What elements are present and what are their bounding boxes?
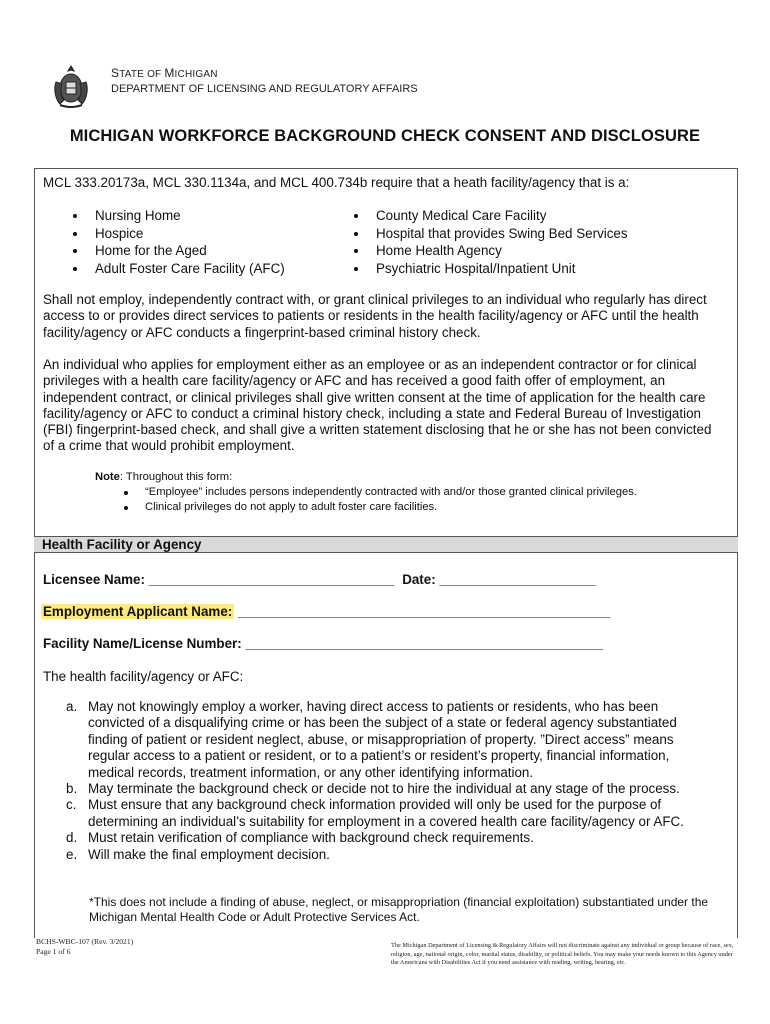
applicant-name-input[interactable]: __________________________________________________ xyxy=(234,604,611,619)
list-item: “Employee” includes persons independently contracted with and/or those granted clinical privileges. xyxy=(145,485,715,500)
page-number: Page 1 of 6 xyxy=(36,946,71,956)
list-item: e. Will make the final employment decision. xyxy=(66,846,330,862)
list-item: Adult Foster Care Facility (AFC) xyxy=(95,260,285,278)
form-number: BCHS-WBC-107 (Rev. 3/2021) xyxy=(36,937,134,946)
facility-types-left xyxy=(95,207,285,277)
applicant-name-label: Employment Applicant Name: xyxy=(43,604,233,619)
bullet-icon xyxy=(354,267,358,271)
michigan-seal-icon xyxy=(50,62,92,110)
list-item: Psychiatric Hospital/Inpatient Unit xyxy=(376,260,628,278)
bullet-icon xyxy=(73,214,77,218)
list-item: Hospice xyxy=(95,225,285,243)
list-item: County Medical Care Facility xyxy=(376,207,628,225)
note-heading: Note: Throughout this form: xyxy=(95,471,233,483)
page-title: MICHIGAN WORKFORCE BACKGROUND CHECK CONSENT AND DISCLOSURE xyxy=(69,127,701,145)
date-label: Date: xyxy=(402,572,436,587)
obligations-intro: The health facility/agency or AFC: xyxy=(43,669,244,684)
applicant-name-field[interactable] xyxy=(43,604,610,619)
nondiscrimination-disclaimer: The Michigan Department of Licensing & Regulatory Affairs will not discriminate against any individual or group because of race, sex, religion, age, national origin, color, marital status, disability, or political beliefs. You may make your needs known to this Agency under the Americans with Disabilities Act if you need assistance with reading, writing, hearing, etc. xyxy=(391,942,734,967)
footnote: *This does not include a finding of abuse, neglect, or misappropriation (financial exploitation) substantiated under the Michigan Mental Health Code or Adult Protective Services Act. xyxy=(89,895,709,925)
bullet-icon xyxy=(124,491,128,495)
section-header xyxy=(34,536,738,553)
list-item: d. Must retain verification of compliance with background check requirements. xyxy=(66,830,534,846)
list-item: c. Must ensure that any background check information provided will only be used for the purpose of determining an individual’s suitability for employment in a covered health care facility/agency or AFC. xyxy=(66,797,684,829)
bullet-icon xyxy=(354,214,358,218)
licensee-name-field[interactable] xyxy=(43,572,596,587)
paragraph-employment-restriction: Shall not employ, independently contract with, or grant clinical privileges to an individual who regularly has direct access to or provides direct services to patients or residents in the health facility/agency or AFC until the health facility/agency or AFC conducts a fingerprint-based criminal history check. xyxy=(43,292,707,340)
form-identifier xyxy=(36,937,133,956)
list-item: Home Health Agency xyxy=(376,242,628,260)
facility-license-field[interactable] xyxy=(43,636,603,651)
facility-license-input[interactable]: ________________________________________________ xyxy=(241,636,603,651)
bullet-icon xyxy=(354,232,358,236)
facility-license-label: Facility Name/License Number: xyxy=(43,636,242,651)
paragraph-consent-requirement: An individual who applies for employment either as an employee or as an independent contractor or for clinical privileges with a health care facility/agency or AFC and has received a good faith offer of employment, an independent contract, or clinical privileges shall give written consent at the time of application for the health care facility/agency or AFC to conduct a criminal history check, including a state and Federal Bureau of Investigation (FBI) fingerprint-based check, and shall give a written statement disclosing that he or she has not been convicted of a crime that would prohibit employment. xyxy=(43,357,712,454)
list-item: b. May terminate the background check or decide not to hire the individual at any stage of the process. xyxy=(66,781,680,797)
section-title: Health Facility or Agency xyxy=(42,537,202,552)
list-item: Hospital that provides Swing Bed Services xyxy=(376,225,628,243)
bullet-icon xyxy=(73,232,77,236)
facility-types-right xyxy=(376,207,628,277)
note-block xyxy=(95,470,715,515)
list-item: Nursing Home xyxy=(95,207,285,225)
date-input[interactable]: _____________________ xyxy=(435,572,596,587)
bullet-icon xyxy=(124,506,128,510)
note-list xyxy=(95,485,715,515)
agency-header xyxy=(111,66,418,96)
list-item: Clinical privileges do not apply to adult foster care facilities. xyxy=(145,500,715,515)
list-item: a. May not knowingly employ a worker, having direct access to patients or residents, who has been convicted of a disqualifying crime or has been the subject of a state or federal agency substantiated finding of patient or resident neglect, abuse, or misappropriation of property. ”Direct access” means regular access to a patient or resident, or to a patient’s or resident’s property, financial information, medical records, treatment information, or any other identifying information. xyxy=(66,699,677,780)
obligations-list xyxy=(66,699,716,863)
department-name: DEPARTMENT OF LICENSING AND REGULATORY AFFAIRS xyxy=(111,83,418,95)
bullet-icon xyxy=(73,267,77,271)
licensee-name-label: Licensee Name: xyxy=(43,572,145,587)
list-item: Home for the Aged xyxy=(95,242,285,260)
state-name: STATE OF MICHIGAN xyxy=(111,66,218,80)
intro-text: MCL 333.20173a, MCL 330.1134a, and MCL 400.734b require that a heath facility/agency that is a: xyxy=(43,175,630,190)
licensee-name-input[interactable]: _________________________________ xyxy=(144,572,395,587)
